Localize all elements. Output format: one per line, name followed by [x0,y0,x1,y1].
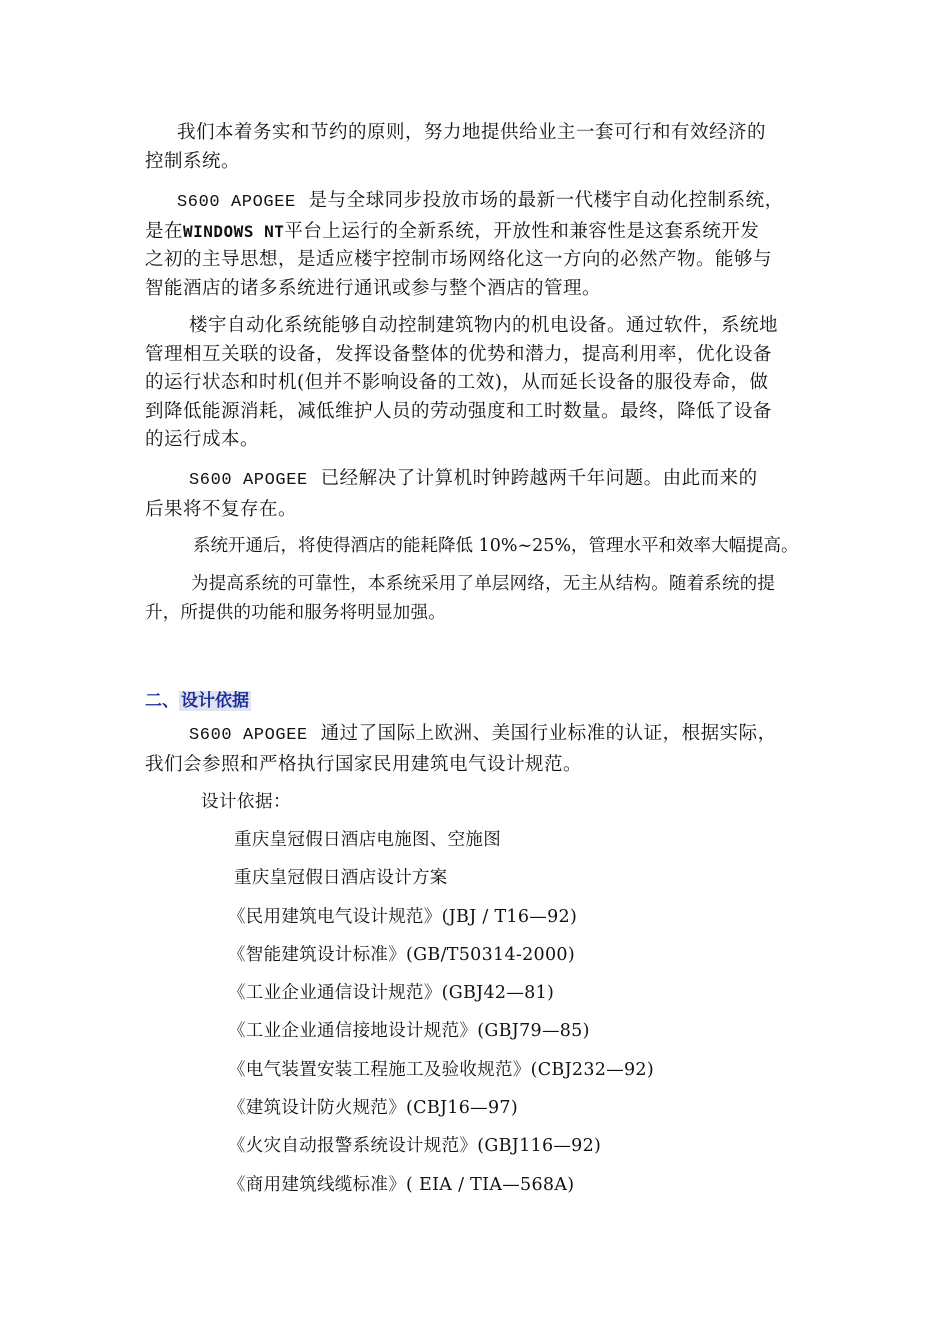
list-item: 《电气装置安装工程施工及验收规范》(CBJ232—92) [228,1060,654,1080]
text-line: 之初的主导思想，是适应楼宇控制市场网络化这一方向的必然产物。能够与 [145,249,773,270]
intro-paragraph-3 [145,312,835,455]
text-line: 我们本着务实和节约的原则，努力地提供给业主一套可行和有效经济的 [177,122,767,143]
text-line: 的运行状态和时机(但并不影响设备的工效)，从而延长设备的服役寿命，做 [145,372,769,393]
text-line: 到降低能源消耗，减低维护人员的劳动强度和工时数量。最终，降低了设备 [145,400,773,422]
section-title: 设计依据 [181,691,249,711]
text-line: 设计依据： [201,792,291,812]
basis-label [201,788,601,817]
text-line: 系统开通后，将使得酒店的能耗降低 10%~25%，管理水平和效率大幅提高。 [193,536,799,556]
intro-paragraph-6 [145,570,835,627]
list-item: 《建筑设计防火规范》(CBJ16—97) [228,1098,518,1118]
text-fragment: 是与全球同步投放市场的最新一代楼宇自动化控制系统， [308,190,784,211]
text-line: 的运行成本。 [145,429,260,450]
text-line: 楼宇自动化系统能够自动控制建筑物内的机电设备。通过软件，系统地 [189,315,779,336]
list-item: 《火灾自动报警系统设计规范》(GBJ116—92) [228,1136,602,1156]
intro-paragraph-1 [145,119,835,176]
list-item: 《商用建筑线缆标准》( EIA / TIA—568A) [228,1175,575,1195]
text-fragment: 平台上运行的全新系统，开放性和兼容性是这套系统开发 [284,220,760,242]
list-item: 重庆皇冠假日酒店设计方案 [234,868,448,888]
text-line: 智能酒店的诸多系统进行通讯或参与整个酒店的管理。 [145,277,602,299]
text-line: 后果将不复存在。 [145,498,298,520]
text-line: 为提高系统的可靠性，本系统采用了单层网络，无主从结构。随着系统的提 [191,574,776,594]
text-fragment: 是在 [145,220,184,242]
text-line: 我们会参照和严格执行国家民用建筑电气设计规范。 [145,753,583,775]
text-line [145,187,835,218]
text-line: 控制系统。 [145,150,241,172]
list-item: 《工业企业通信接地设计规范》(GBJ79—85) [228,1021,590,1041]
text-line [145,218,835,247]
text-line [145,720,835,751]
section-paragraph [145,720,835,779]
text-line: 管理相互关联的设备，发挥设备整体的优势和潜力，提高利用率，优化设备 [145,343,773,365]
text-fragment: 已经解决了计算机时钟跨越两千年问题。由此而来的 [320,468,758,489]
section-heading [145,689,251,713]
intro-paragraph-2 [145,187,835,303]
product-name: S600 APOGEE [189,726,308,745]
intro-paragraph-4 [145,465,835,524]
list-item: 《智能建筑设计标准》(GB/T50314-2000) [228,945,575,965]
os-name: WINDOWS NT [183,221,285,241]
text-fragment: 通过了国际上欧洲、美国行业标准的认证，根据实际， [320,723,777,744]
product-name: S600 APOGEE [177,193,296,212]
intro-paragraph-5 [145,532,835,561]
text-line [145,465,835,496]
product-name: S600 APOGEE [189,471,308,490]
section-number: 二、 [145,691,179,711]
list-item: 《工业企业通信设计规范》(GBJ42—81) [228,983,555,1003]
list-item: 《民用建筑电气设计规范》(JBJ / T16—92) [228,907,578,927]
list-item: 重庆皇冠假日酒店电施图、空施图 [234,830,501,850]
text-line: 升，所提供的功能和服务将明显加强。 [145,602,446,623]
